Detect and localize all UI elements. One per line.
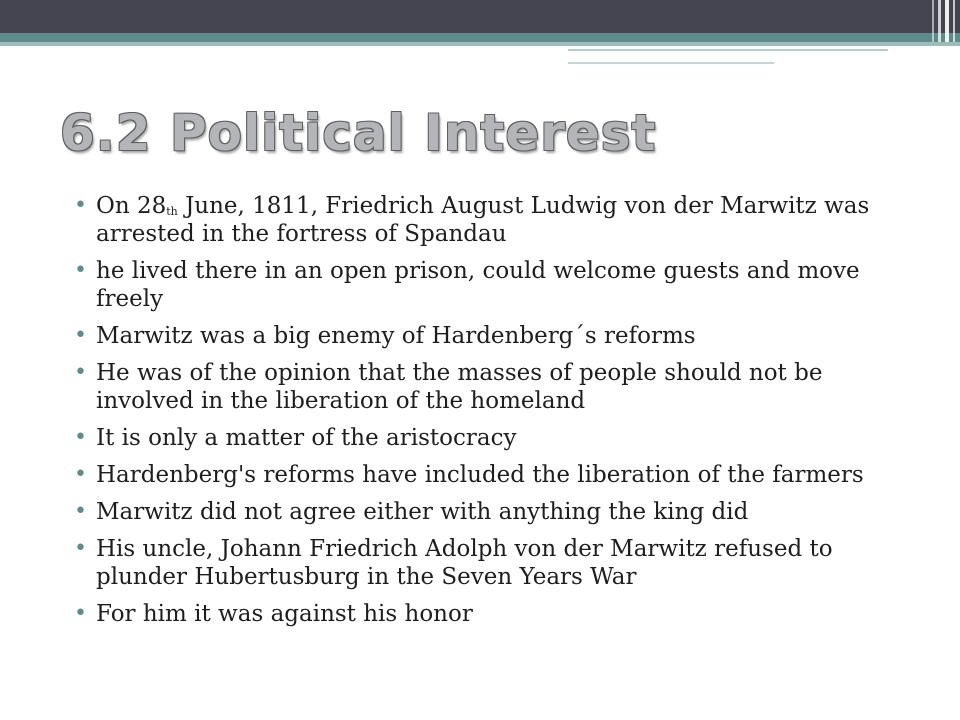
bullet-item: • He was of the opinion that the masses of people should not be involved in the liberation of the homeland [72,359,912,415]
bullet-text-before: On 28 [96,193,167,219]
header-teal-light-bar [0,42,960,46]
slide-title: 6.2 Political Interest [60,104,657,162]
header-stripe [938,0,941,42]
header-decoration [0,0,960,80]
bullet-item: • Marwitz was a big enemy of Hardenberg´s reforms [72,322,912,350]
bullet-ordinal-suffix: th [166,205,178,218]
bullet-text-after: June, 1811, Friedrich August Ludwig von der Marwitz was arrested in the fortress of Spandau [96,193,870,247]
header-stripe [953,0,955,42]
header-teal-bar [0,33,960,42]
bullet-item: • Marwitz did not agree either with anything the king did [72,498,912,526]
bullet-item [72,192,912,248]
header-stripe [932,0,934,42]
bullet-list [72,192,912,637]
bullet-item: • His uncle, Johann Friedrich Adolph von der Marwitz refused to plunder Hubertusburg in the Seven Years War [72,535,912,591]
bullet-item: • It is only a matter of the aristocracy [72,424,912,452]
bullet-item: • Hardenberg's reforms have included the liberation of the farmers [72,461,912,489]
header-stripe [945,0,949,42]
header-rule-long [568,49,888,51]
header-rule-short [568,62,774,64]
header-dark-bar [0,0,960,33]
bullet-item: • he lived there in an open prison, could welcome guests and move freely [72,257,912,313]
bullet-item: • For him it was against his honor [72,600,912,628]
